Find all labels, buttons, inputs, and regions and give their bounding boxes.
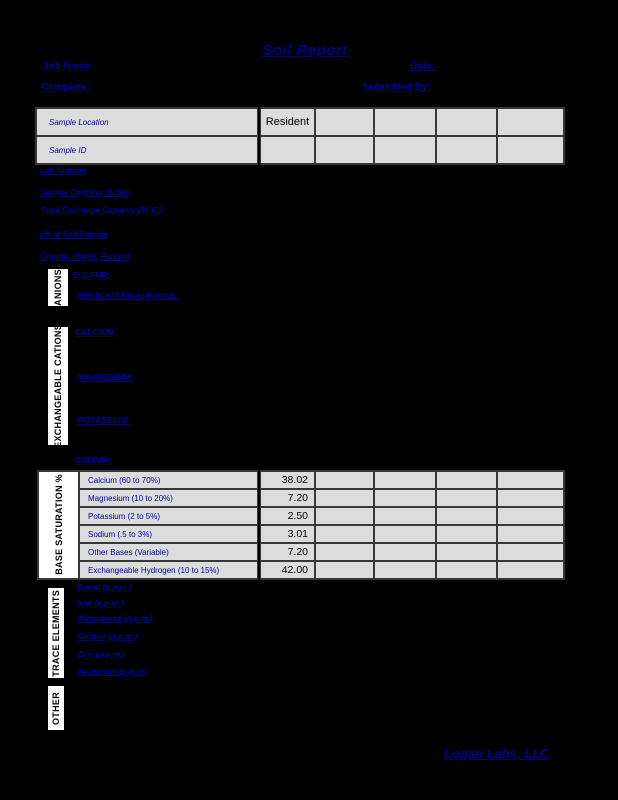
sample-location-row <box>36 108 564 136</box>
sample-location-label: Sample Location <box>36 108 259 136</box>
sample-id-cell-4[interactable] <box>436 136 497 164</box>
potassium-label: POTASSIUM: <box>78 415 131 425</box>
bs-calcium-cell-2[interactable] <box>315 471 374 489</box>
base-saturation-table <box>37 470 565 580</box>
logan-labs-brand: Logan Labs, LLC <box>444 746 550 761</box>
bs-potassium-cell-5[interactable] <box>497 507 564 525</box>
base-saturation-row-other-bases <box>38 543 564 561</box>
exchangeable-cations-section-label: EXCHANGEABLE CATIONS <box>53 324 63 448</box>
bs-magnesium-cell-4[interactable] <box>436 489 497 507</box>
bs-calcium-cell-5[interactable] <box>497 471 564 489</box>
bs-sodium-cell-5[interactable] <box>497 525 564 543</box>
bs-exch-hydrogen-value[interactable]: 42.00 <box>259 561 315 579</box>
base-saturation-row-calcium <box>38 471 564 489</box>
sample-id-row <box>36 136 564 164</box>
sample-location-cell-5[interactable] <box>497 108 564 136</box>
total-exchange-capacity-label: Total Exchange Capacity (M. E.) <box>41 206 162 215</box>
date-label: Date: <box>410 61 436 72</box>
bs-sodium-label: Sodium (.5 to 3%) <box>79 525 259 543</box>
sample-depth-label: Sample Depth in inches <box>40 188 131 197</box>
copper-label: Copper (p.p.m.) <box>78 632 138 641</box>
sulfur-label: SULFUR: <box>73 270 111 280</box>
sample-id-cell-3[interactable] <box>374 136 436 164</box>
calcium-label: CALCIUM: <box>75 327 118 337</box>
base-saturation-row-exchangeable-hydrogen <box>38 561 564 579</box>
sample-id-cell-1[interactable] <box>259 136 315 164</box>
bs-sodium-cell-2[interactable] <box>315 525 374 543</box>
magnesium-label: MAGNESIUM: <box>78 372 134 382</box>
iron-label: Iron (p.p.m.) <box>77 599 124 608</box>
bs-exch-hydrogen-cell-3[interactable] <box>374 561 436 579</box>
manganese-label: Manganese (p.p.m.) <box>78 614 153 623</box>
bs-calcium-cell-3[interactable] <box>374 471 436 489</box>
sample-location-cell-3[interactable] <box>374 108 436 136</box>
sample-id-cell-5[interactable] <box>497 136 564 164</box>
base-saturation-row-potassium <box>38 507 564 525</box>
organic-matter-label: Organic Matter, Percent <box>40 252 130 261</box>
trace-elements-section-label: TRACE ELEMENTS <box>51 589 61 677</box>
exchangeable-cations-section-box <box>46 325 70 447</box>
base-saturation-row-sodium <box>38 525 564 543</box>
bs-calcium-value[interactable]: 38.02 <box>259 471 315 489</box>
submitted-by-label: Submitted By: <box>363 82 431 93</box>
base-saturation-row-magnesium <box>38 489 564 507</box>
bs-exch-hydrogen-cell-4[interactable] <box>436 561 497 579</box>
sample-location-cell-4[interactable] <box>436 108 497 136</box>
bs-magnesium-cell-3[interactable] <box>374 489 436 507</box>
bs-potassium-label: Potassium (2 to 5%) <box>79 507 259 525</box>
bs-potassium-cell-2[interactable] <box>315 507 374 525</box>
bs-calcium-label: Calcium (60 to 70%) <box>79 471 259 489</box>
bs-sodium-cell-3[interactable] <box>374 525 436 543</box>
ph-soil-sample-label: pH of Soil Sample <box>40 230 109 239</box>
bs-exch-hydrogen-cell-5[interactable] <box>497 561 564 579</box>
anions-section-label: ANIONS <box>53 269 63 306</box>
mehlich-phosphorous-label: Mehlich III Phosphorous: <box>78 290 180 300</box>
bs-other-bases-label: Other Bases (Variable) <box>79 543 259 561</box>
bs-potassium-cell-3[interactable] <box>374 507 436 525</box>
bs-exch-hydrogen-cell-2[interactable] <box>315 561 374 579</box>
bs-other-bases-cell-2[interactable] <box>315 543 374 561</box>
bs-potassium-cell-4[interactable] <box>436 507 497 525</box>
bs-other-bases-cell-4[interactable] <box>436 543 497 561</box>
bs-other-bases-value[interactable]: 7.20 <box>259 543 315 561</box>
bs-sodium-value[interactable]: 3.01 <box>259 525 315 543</box>
bs-exch-hydrogen-label: Exchangeable Hydrogen (10 to 15%) <box>79 561 259 579</box>
bs-magnesium-cell-2[interactable] <box>315 489 374 507</box>
lab-number-label: Lab Number <box>40 166 87 175</box>
company-label: Company: <box>41 82 90 93</box>
base-saturation-section-box <box>38 471 79 579</box>
bs-magnesium-label: Magnesium (10 to 20%) <box>79 489 259 507</box>
bs-calcium-cell-4[interactable] <box>436 471 497 489</box>
sodium-label: SODIUM: <box>75 455 112 465</box>
sample-id-cell-2[interactable] <box>315 136 374 164</box>
trace-elements-section-box <box>46 586 66 680</box>
sample-location-cell-1[interactable]: Resident <box>259 108 315 136</box>
bs-potassium-value[interactable]: 2.50 <box>259 507 315 525</box>
zinc-label: Zinc (p.p.m.) <box>77 650 125 659</box>
bs-other-bases-cell-5[interactable] <box>497 543 564 561</box>
other-section-box <box>46 684 66 732</box>
aluminum-label: Aluminum (p.p.m.) <box>78 667 149 676</box>
sample-id-label: Sample ID <box>36 136 259 164</box>
sample-table <box>35 107 565 165</box>
page-title: Soil Report <box>262 42 348 59</box>
anions-section-box <box>46 267 70 308</box>
base-saturation-section-label: BASE SATURATION % <box>53 473 64 575</box>
boron-label: Boron (p.p.m.) <box>77 583 132 592</box>
job-name-label: Job Name <box>43 61 91 72</box>
bs-other-bases-cell-3[interactable] <box>374 543 436 561</box>
bs-magnesium-cell-5[interactable] <box>497 489 564 507</box>
bs-magnesium-value[interactable]: 7.20 <box>259 489 315 507</box>
other-section-label: OTHER <box>51 691 61 725</box>
sample-location-cell-2[interactable] <box>315 108 374 136</box>
bs-sodium-cell-4[interactable] <box>436 525 497 543</box>
